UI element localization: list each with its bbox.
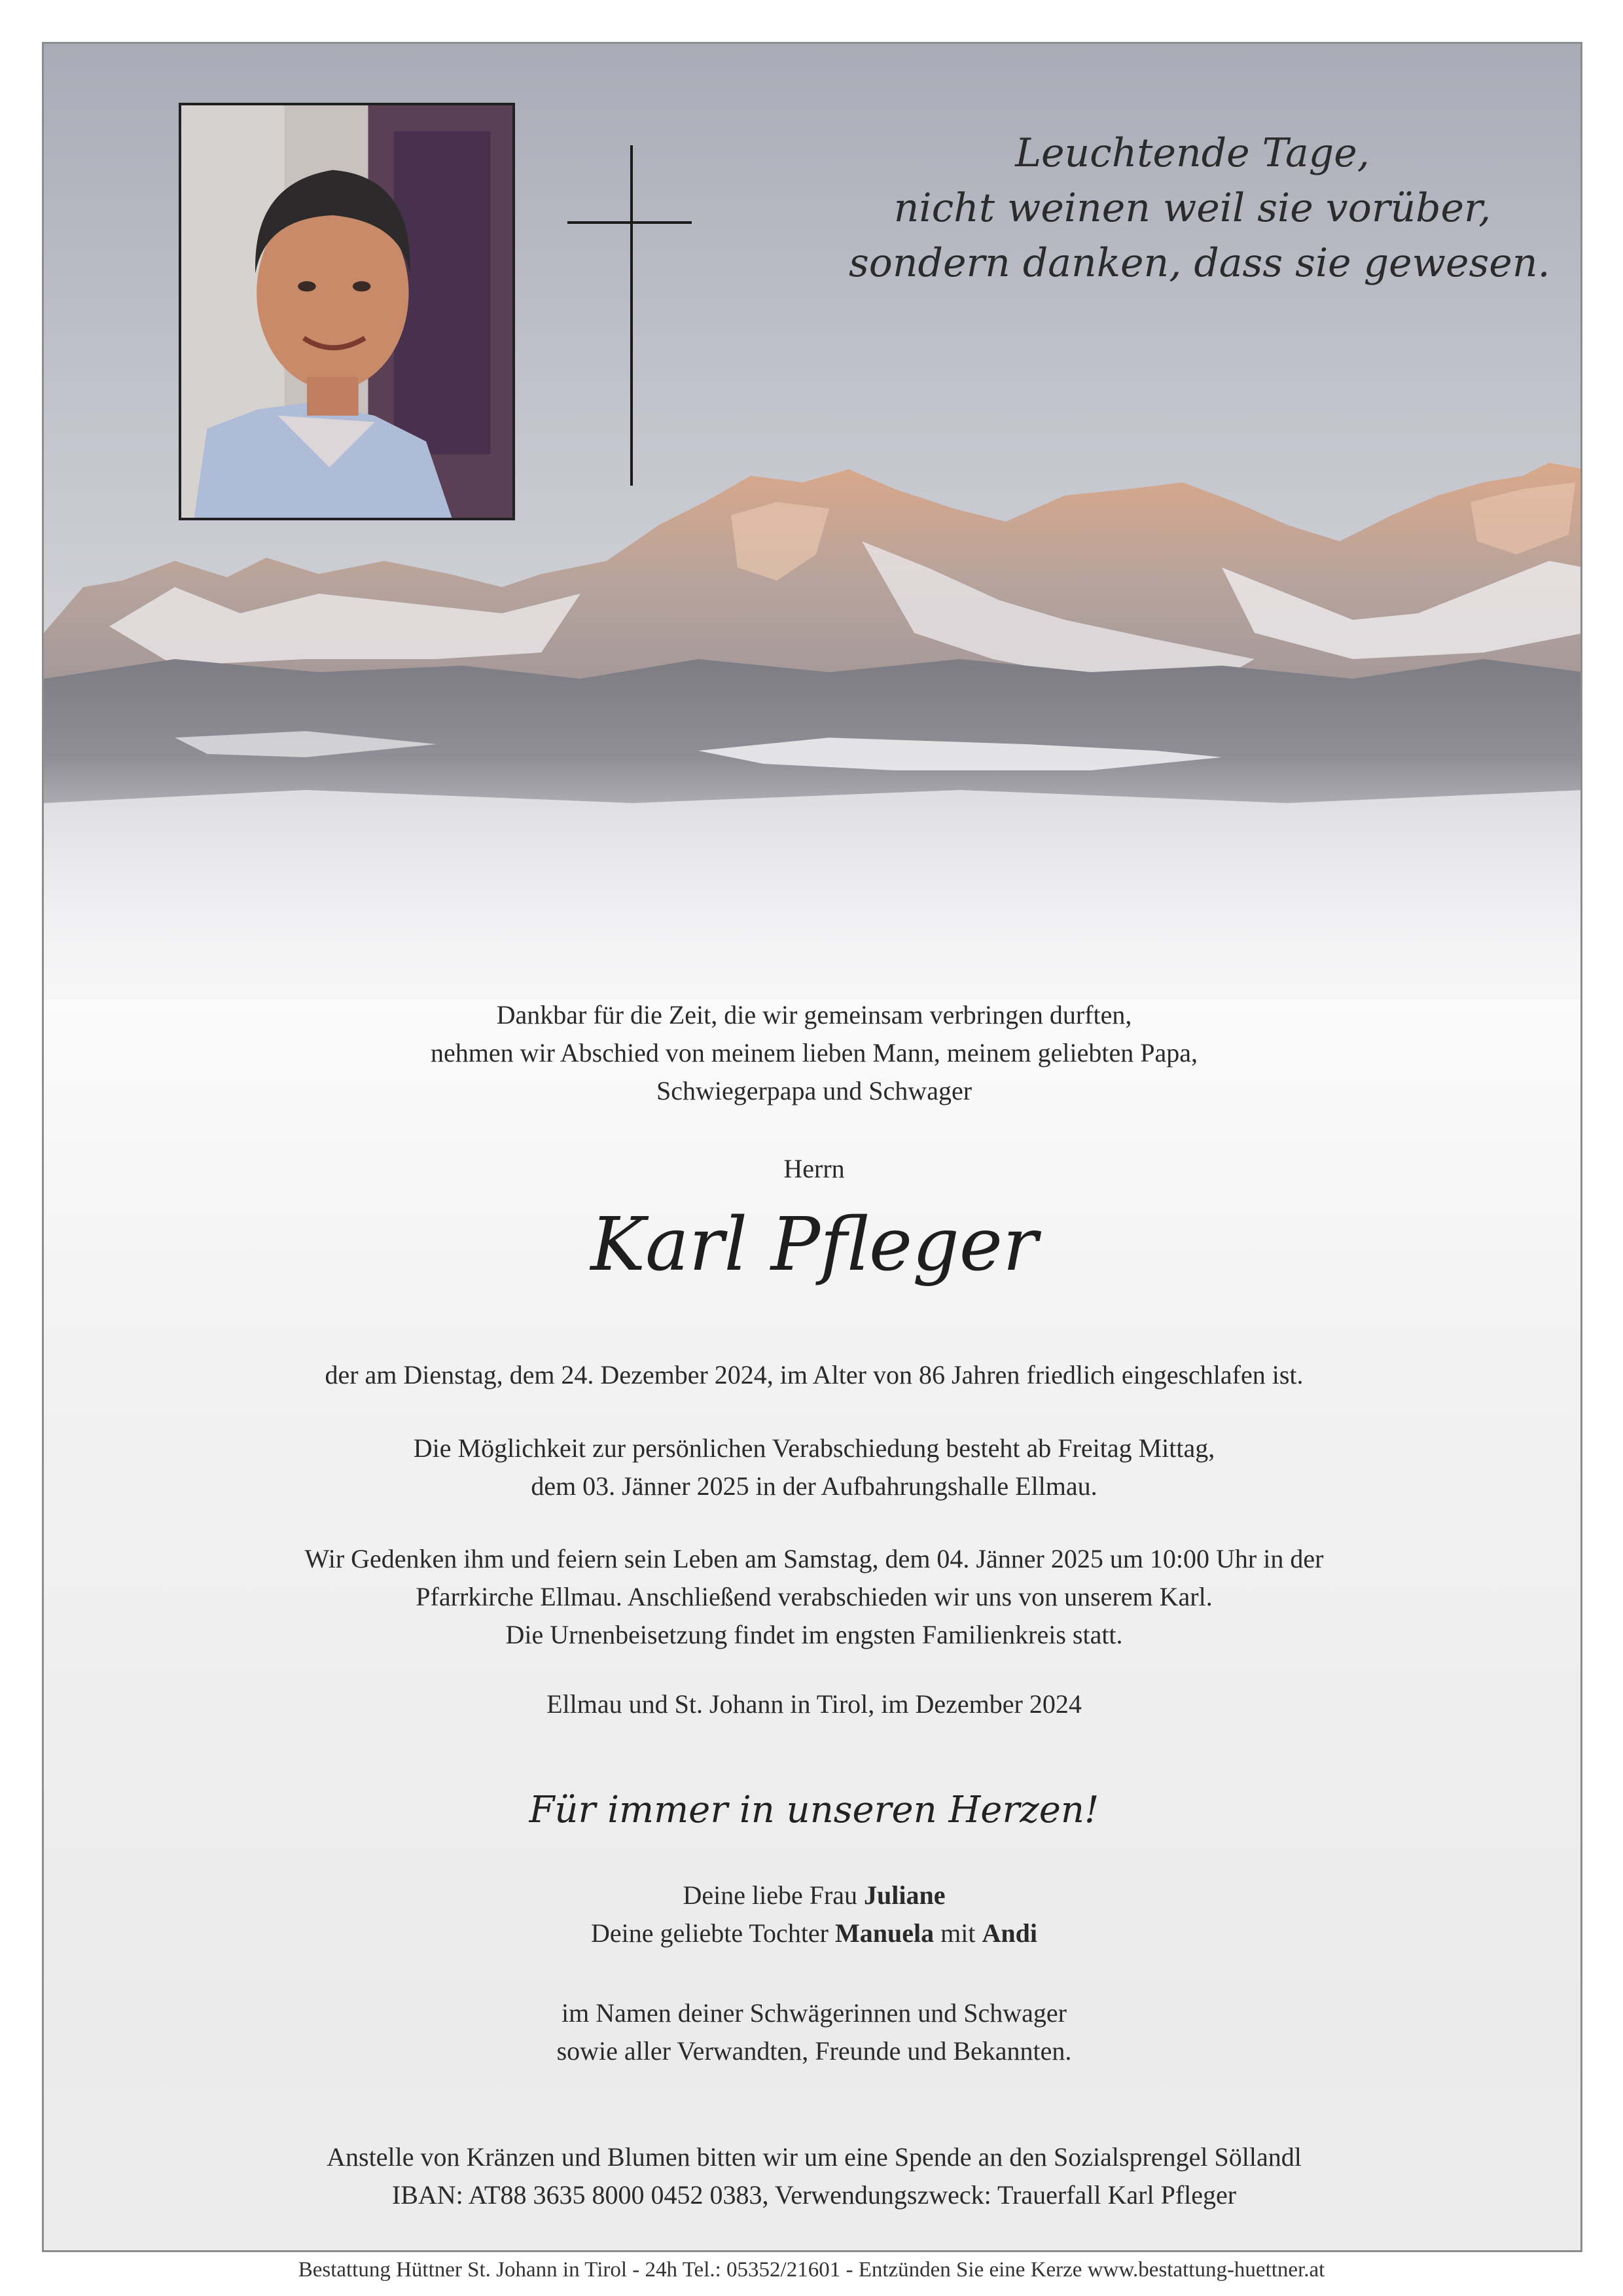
ceremony-line: Pfarrkirche Ellmau. Anschließend verabschieden wir uns von unserem Karl. bbox=[416, 1582, 1213, 1611]
mourner-wife bbox=[44, 1876, 1582, 1914]
motto: Für immer in unseren Herzen! bbox=[529, 1789, 1099, 1831]
ceremony-line: Die Urnenbeisetzung findet im engsten Familienkreis statt. bbox=[505, 1620, 1123, 1649]
intro-line: Dankbar für die Zeit, die wir gemeinsam verbringen durften, bbox=[496, 1000, 1132, 1030]
portrait-photo bbox=[179, 103, 515, 520]
death-notice: der am Dienstag, dem 24. Dezember 2024, im Alter von 86 Jahren friedlich eingeschlafen ist. bbox=[325, 1360, 1304, 1390]
place-date: Ellmau und St. Johann in Tirol, im Dezember 2024 bbox=[546, 1689, 1082, 1719]
relatives bbox=[44, 1994, 1582, 2070]
mountain-panorama-image bbox=[44, 463, 1582, 999]
cross-icon bbox=[567, 145, 698, 486]
funeral-home-footer: Bestattung Hüttner St. Johann in Tirol - 24h Tel.: 05352/21601 - Entzünden Sie eine Kerze www.bestattung-huettner.at bbox=[298, 2258, 1325, 2282]
mourner-daughter bbox=[44, 1914, 1582, 1952]
ceremony-line: Wir Gedenken ihm und feiern sein Leben am Samstag, dem 04. Jänner 2025 um 10:00 Uhr in der bbox=[304, 1544, 1324, 1573]
poem-line: nicht weinen weil sie vorüber, bbox=[893, 185, 1491, 231]
deceased-name: Karl Pfleger bbox=[590, 1202, 1038, 1287]
obituary-card bbox=[42, 42, 1582, 2252]
partner-name: Andi bbox=[982, 1918, 1037, 1948]
relatives-line: im Namen deiner Schwägerinnen und Schwager bbox=[562, 1998, 1067, 2028]
salutation: Herrn bbox=[783, 1154, 845, 1183]
relatives-line: sowie aller Verwandten, Freunde und Bekannten. bbox=[556, 2036, 1072, 2066]
donation-request bbox=[44, 2138, 1582, 2214]
poem-line: sondern danken, dass sie gewesen. bbox=[849, 240, 1550, 286]
intro-line: nehmen wir Abschied von meinem lieben Mann, meinem geliebten Papa, bbox=[431, 1038, 1198, 1067]
daughter-joiner: mit bbox=[940, 1918, 976, 1948]
viewing-line: dem 03. Jänner 2025 in der Aufbahrungshalle Ellmau. bbox=[531, 1471, 1097, 1501]
mourners bbox=[44, 1876, 1582, 1952]
intro-line: Schwiegerpapa und Schwager bbox=[656, 1076, 972, 1105]
poem-line: Leuchtende Tage, bbox=[1015, 130, 1370, 176]
wife-prefix: Deine liebe Frau bbox=[683, 1880, 858, 1910]
donation-line: Anstelle von Kränzen und Blumen bitten wir um eine Spende an den Sozialsprengel Söllandl bbox=[327, 2142, 1302, 2172]
ceremony-info bbox=[44, 1540, 1582, 1654]
daughter-prefix: Deine geliebte Tochter bbox=[591, 1918, 829, 1948]
viewing-line: Die Möglichkeit zur persönlichen Verabschiedung besteht ab Freitag Mittag, bbox=[413, 1433, 1215, 1463]
intro-text bbox=[44, 996, 1582, 1110]
wife-name: Juliane bbox=[864, 1880, 946, 1910]
memorial-poem bbox=[849, 126, 1550, 291]
viewing-info bbox=[44, 1429, 1582, 1505]
donation-line: IBAN: AT88 3635 8000 0452 0383, Verwendungszweck: Trauerfall Karl Pfleger bbox=[391, 2180, 1237, 2210]
daughter-name: Manuela bbox=[835, 1918, 935, 1948]
